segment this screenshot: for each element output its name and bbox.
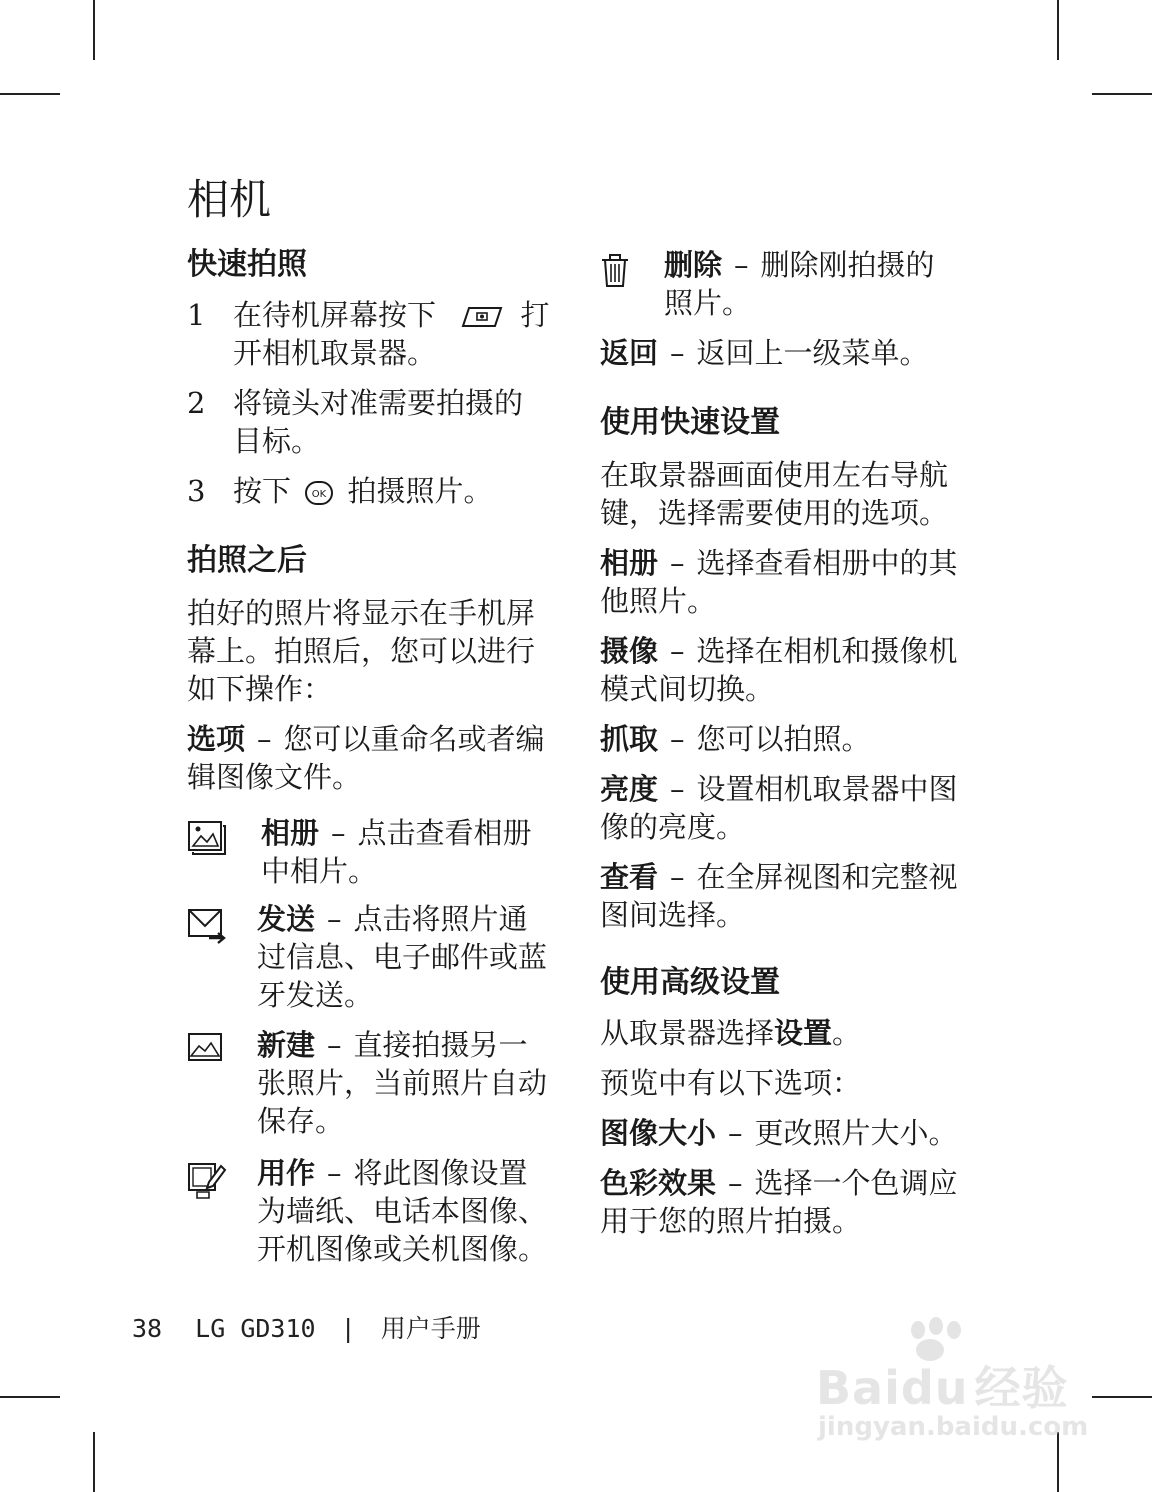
- term-desc: 模式间切换。: [600, 672, 775, 706]
- term-desc: 您可以拍照。: [696, 722, 871, 756]
- dash: –: [670, 336, 685, 370]
- quick-item-brightness: [600, 770, 980, 846]
- quick-item-capture: [600, 720, 980, 758]
- text-line: 拍好的照片将显示在手机屏: [187, 596, 536, 630]
- term-desc: 直接拍摄另一: [353, 1028, 528, 1062]
- watermark-url: jingyan.baidu.com: [818, 1412, 1089, 1442]
- term-label: 删除: [664, 248, 723, 282]
- text-line: 在取景器画面使用左右导航: [600, 458, 949, 492]
- ok-key-icon: [304, 480, 334, 506]
- term-desc: 选择在相机和摄像机: [696, 634, 958, 668]
- term-desc: 选择一个色调应: [754, 1166, 958, 1200]
- term-label: 发送: [257, 902, 316, 936]
- step-text: 开相机取景器。: [233, 336, 437, 370]
- term-desc: 照片。: [664, 286, 752, 320]
- crop-mark-br-h: [1092, 1396, 1152, 1398]
- term-desc: 更改照片大小。: [754, 1116, 958, 1150]
- term-label: 抓取: [600, 722, 659, 756]
- album-icon: [187, 820, 229, 858]
- term-desc: 为墙纸、电话本图像、: [257, 1194, 548, 1228]
- term-desc: 他照片。: [600, 584, 717, 618]
- term-desc: 过信息、电子邮件或蓝: [257, 940, 548, 974]
- step-number: 2: [187, 386, 206, 420]
- term-desc: 您可以重命名或者编: [283, 722, 545, 756]
- options-entry: [187, 720, 567, 796]
- term-desc: 删除刚拍摄的: [760, 248, 935, 282]
- quick-settings-text: [600, 456, 980, 532]
- crop-mark-bl-h: [0, 1396, 60, 1398]
- footer-separator: |: [340, 1314, 356, 1343]
- adv-item-image-size: [600, 1114, 980, 1152]
- dash: –: [670, 546, 685, 580]
- text-line: 如下操作：: [187, 672, 333, 706]
- dash: –: [670, 634, 685, 668]
- model-name: LG GD310: [195, 1314, 316, 1343]
- term-label: 色彩效果: [600, 1166, 717, 1200]
- page-title: 相机: [187, 175, 272, 224]
- term-label: 返回: [600, 336, 659, 370]
- step-text: 拍摄照片。: [347, 474, 493, 508]
- new-photo-icon: [187, 1032, 223, 1062]
- text-part: 从取景器选择: [600, 1016, 775, 1050]
- quick-item-video: [600, 632, 980, 708]
- trash-icon: [600, 252, 630, 288]
- settings-term: 设置: [774, 1016, 833, 1050]
- quick-settings-heading: 使用快速设置: [600, 405, 780, 440]
- term-desc: 点击将照片通: [353, 902, 528, 936]
- crop-mark-bl-v: [93, 1432, 95, 1492]
- back-entry: [600, 334, 980, 372]
- step-number: 3: [187, 474, 206, 508]
- text-line: 幕上。拍照后，您可以进行: [187, 634, 536, 668]
- term-label: 选项: [187, 722, 246, 756]
- watermark-logo-text: Bai: [816, 1361, 901, 1415]
- quick-item-view: [600, 858, 980, 934]
- adv-item-color-effect: [600, 1164, 980, 1240]
- term-desc: 在全屏视图和完整视: [696, 860, 958, 894]
- watermark-cn-text: 经验: [974, 1361, 1069, 1415]
- dash: –: [670, 772, 685, 806]
- crop-mark-tl-v: [93, 0, 95, 60]
- term-label: 新建: [257, 1028, 316, 1062]
- camera-key-icon: [459, 304, 505, 330]
- term-desc: 中相片。: [261, 854, 378, 888]
- term-label: 相册: [600, 546, 659, 580]
- advanced-settings-heading: 使用高级设置: [600, 965, 780, 1000]
- term-desc: 保存。: [257, 1104, 345, 1138]
- baidu-jingyan-watermark: [806, 1316, 1089, 1456]
- step-text: 将镜头对准需要拍摄的: [233, 386, 524, 420]
- term-desc: 点击查看相册: [357, 816, 532, 850]
- text-part: 。: [832, 1016, 862, 1050]
- term-label: 图像大小: [600, 1116, 717, 1150]
- dash: –: [327, 1156, 342, 1190]
- term-desc: 用于您的照片拍摄。: [600, 1204, 862, 1238]
- after-photo-heading: 拍照之后: [187, 543, 307, 578]
- preview-text: 预览中有以下选项：: [600, 1066, 862, 1100]
- term-label: 摄像: [600, 634, 659, 668]
- step-text: 在待机屏幕按下: [233, 298, 437, 332]
- dash: –: [728, 1166, 743, 1200]
- page-number: 38: [132, 1314, 163, 1343]
- dash: –: [257, 722, 272, 756]
- term-desc: 张照片，当前照片自动: [257, 1066, 548, 1100]
- use-as-icon: [187, 1160, 227, 1200]
- dash: –: [327, 1028, 342, 1062]
- dash: –: [670, 860, 685, 894]
- term-desc: 像的亮度。: [600, 810, 746, 844]
- term-desc: 牙发送。: [257, 978, 374, 1012]
- send-icon: [187, 906, 229, 946]
- step-text: 按下: [233, 474, 292, 508]
- quick-item-album: [600, 544, 980, 620]
- svg-text:OK: OK: [312, 489, 327, 500]
- manual-name: 用户手册: [380, 1314, 481, 1343]
- step-text: 打: [520, 298, 550, 332]
- term-label: 相册: [261, 816, 320, 850]
- dash: –: [728, 1116, 743, 1150]
- step-number: 1: [187, 298, 206, 332]
- term-desc: 返回上一级菜单。: [696, 336, 929, 370]
- step-text: 目标。: [233, 424, 321, 458]
- crop-mark-tr-h: [1092, 93, 1152, 95]
- watermark-logo-text: du: [900, 1361, 969, 1415]
- term-desc: 辑图像文件。: [187, 760, 362, 794]
- after-photo-text: [187, 594, 567, 708]
- term-label: 查看: [600, 860, 659, 894]
- term-desc: 选择查看相册中的其: [696, 546, 958, 580]
- crop-mark-tr-v: [1057, 0, 1059, 60]
- quick-photo-heading: 快速拍照: [187, 247, 307, 282]
- term-label: 亮度: [600, 772, 659, 806]
- term-desc: 设置相机取景器中图: [696, 772, 958, 806]
- text-line: 键，选择需要使用的选项。: [600, 496, 949, 530]
- term-desc: 开机图像或关机图像。: [257, 1232, 548, 1266]
- term-desc: 将此图像设置: [353, 1156, 528, 1190]
- term-desc: 图间选择。: [600, 898, 746, 932]
- dash: –: [734, 248, 749, 282]
- dash: –: [331, 816, 346, 850]
- dash: –: [670, 722, 685, 756]
- crop-mark-tl-h: [0, 93, 60, 95]
- advanced-settings-text: [600, 1014, 980, 1052]
- term-label: 用作: [257, 1156, 316, 1190]
- page-footer: [132, 1312, 481, 1346]
- dash: –: [327, 902, 342, 936]
